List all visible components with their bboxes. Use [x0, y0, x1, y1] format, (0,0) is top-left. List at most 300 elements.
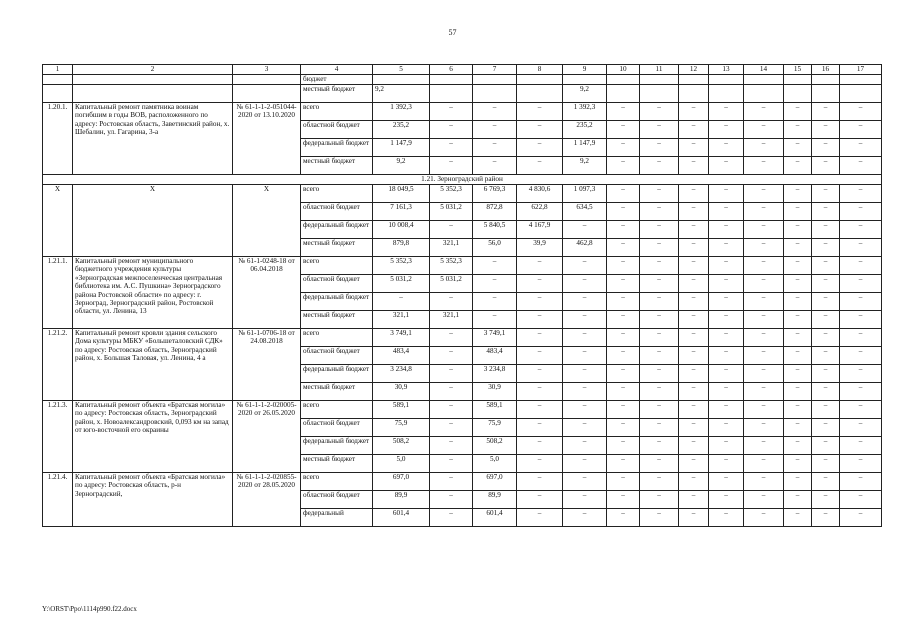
- value-cell: 462,8: [563, 239, 607, 257]
- value-cell: –: [784, 293, 812, 311]
- value-cell: –: [784, 419, 812, 437]
- value-cell: –: [640, 383, 679, 401]
- table-row: [43, 329, 882, 347]
- value-cell: –: [840, 437, 882, 455]
- value-cell: –: [607, 473, 640, 491]
- table-row: [43, 103, 882, 121]
- funding-source: всего: [301, 401, 373, 419]
- funding-source: местный бюджет: [301, 455, 373, 473]
- value-cell: –: [679, 275, 709, 293]
- value-cell: –: [744, 221, 784, 239]
- value-cell: –: [812, 401, 840, 419]
- value-cell: 697,0: [373, 473, 430, 491]
- value-cell: –: [640, 329, 679, 347]
- value-cell: –: [784, 221, 812, 239]
- value-cell: –: [517, 419, 563, 437]
- value-cell: –: [709, 293, 744, 311]
- value-cell: –: [744, 491, 784, 509]
- value-cell: –: [840, 347, 882, 365]
- value-cell: –: [744, 365, 784, 383]
- column-header: 13: [709, 65, 744, 75]
- value-cell: 5 031,2: [373, 275, 430, 293]
- footer-file-path: Y:\ORST\Ppo\1114p990.f22.docx: [42, 605, 137, 613]
- value-cell: –: [563, 221, 607, 239]
- value-cell: –: [840, 275, 882, 293]
- value-cell: 39,9: [517, 239, 563, 257]
- value-cell: –: [517, 383, 563, 401]
- value-cell: –: [840, 121, 882, 139]
- value-cell: –: [430, 437, 473, 455]
- value-cell: –: [607, 509, 640, 527]
- object-name: Капитальный ремонт кровли здания сельского Дома культуры МБКУ «Большеталовский СДК» по адресу: Ростовская область, Зерноградский район, х. Большая Таловая, ул. Ленина, 4 а: [73, 329, 233, 401]
- value-cell: –: [607, 293, 640, 311]
- value-cell: 1 147,9: [563, 139, 607, 157]
- value-cell: –: [840, 221, 882, 239]
- value-cell: –: [607, 455, 640, 473]
- value-cell: –: [563, 329, 607, 347]
- value-cell: –: [812, 329, 840, 347]
- value-cell: –: [640, 419, 679, 437]
- value-cell: –: [517, 139, 563, 157]
- table-row: [43, 75, 882, 85]
- funding-source: бюджет: [301, 75, 373, 85]
- expertise-doc: № 61-1-1-2-051044-2020 от 13.10.2020: [233, 103, 301, 175]
- value-cell: –: [430, 103, 473, 121]
- value-cell: –: [517, 365, 563, 383]
- value-cell: –: [607, 401, 640, 419]
- table-row: [43, 257, 882, 275]
- value-cell: [840, 85, 882, 103]
- value-cell: –: [563, 347, 607, 365]
- value-cell: 3 234,8: [373, 365, 430, 383]
- value-cell: –: [744, 383, 784, 401]
- value-cell: –: [607, 365, 640, 383]
- value-cell: –: [709, 221, 744, 239]
- value-cell: 1 147,9: [373, 139, 430, 157]
- funding-source: областной бюджет: [301, 121, 373, 139]
- value-cell: –: [812, 311, 840, 329]
- value-cell: –: [563, 509, 607, 527]
- column-header: 1: [43, 65, 73, 75]
- value-cell: –: [709, 257, 744, 275]
- value-cell: 6 769,3: [473, 185, 517, 203]
- value-cell: 1 097,3: [563, 185, 607, 203]
- value-cell: [640, 85, 679, 103]
- value-cell: 75,9: [473, 419, 517, 437]
- column-header: 5: [373, 65, 430, 75]
- value-cell: –: [679, 311, 709, 329]
- expertise-doc: № 61-1-0706-18 от 24.08.2018: [233, 329, 301, 401]
- value-cell: 622,8: [517, 203, 563, 221]
- value-cell: –: [812, 185, 840, 203]
- value-cell: –: [709, 365, 744, 383]
- value-cell: –: [640, 121, 679, 139]
- value-cell: –: [517, 491, 563, 509]
- value-cell: –: [709, 473, 744, 491]
- row-number: 1.21.3.: [43, 401, 73, 473]
- value-cell: –: [640, 203, 679, 221]
- value-cell: –: [840, 401, 882, 419]
- summary-marker: X: [43, 185, 73, 257]
- value-cell: [744, 75, 784, 85]
- value-cell: –: [640, 509, 679, 527]
- funding-source: областной бюджет: [301, 275, 373, 293]
- value-cell: –: [709, 311, 744, 329]
- value-cell: –: [812, 103, 840, 121]
- value-cell: –: [784, 139, 812, 157]
- funding-source: всего: [301, 329, 373, 347]
- value-cell: –: [744, 293, 784, 311]
- value-cell: 3 749,1: [473, 329, 517, 347]
- value-cell: –: [517, 455, 563, 473]
- value-cell: [430, 85, 473, 103]
- value-cell: 235,2: [563, 121, 607, 139]
- value-cell: 5,0: [473, 455, 517, 473]
- value-cell: –: [709, 121, 744, 139]
- value-cell: –: [812, 365, 840, 383]
- value-cell: –: [473, 103, 517, 121]
- value-cell: [784, 85, 812, 103]
- value-cell: –: [784, 275, 812, 293]
- value-cell: –: [744, 419, 784, 437]
- value-cell: –: [784, 401, 812, 419]
- value-cell: –: [840, 157, 882, 175]
- value-cell: –: [840, 329, 882, 347]
- value-cell: –: [430, 509, 473, 527]
- value-cell: –: [744, 157, 784, 175]
- value-cell: –: [640, 365, 679, 383]
- column-header: 4: [301, 65, 373, 75]
- funding-source: областной бюджет: [301, 347, 373, 365]
- value-cell: –: [744, 121, 784, 139]
- value-cell: –: [744, 401, 784, 419]
- value-cell: –: [784, 157, 812, 175]
- value-cell: –: [709, 239, 744, 257]
- value-cell: –: [517, 401, 563, 419]
- cell-empty: [73, 75, 233, 85]
- value-cell: –: [430, 221, 473, 239]
- value-cell: –: [430, 365, 473, 383]
- value-cell: 872,8: [473, 203, 517, 221]
- value-cell: –: [812, 221, 840, 239]
- value-cell: 89,9: [373, 491, 430, 509]
- cell-empty: [43, 75, 73, 85]
- value-cell: –: [840, 473, 882, 491]
- expertise-doc: № 61-1-0248-18 от 06.04.2018: [233, 257, 301, 329]
- value-cell: [812, 75, 840, 85]
- funding-source: местный бюджет: [301, 311, 373, 329]
- value-cell: 9,2: [373, 85, 430, 103]
- value-cell: 5 352,3: [430, 257, 473, 275]
- value-cell: –: [430, 293, 473, 311]
- value-cell: 9,2: [563, 85, 607, 103]
- value-cell: –: [679, 401, 709, 419]
- value-cell: –: [430, 491, 473, 509]
- value-cell: –: [607, 121, 640, 139]
- value-cell: –: [744, 437, 784, 455]
- funding-source: местный бюджет: [301, 383, 373, 401]
- funding-source: всего: [301, 103, 373, 121]
- value-cell: –: [607, 239, 640, 257]
- value-cell: 4 830,6: [517, 185, 563, 203]
- value-cell: –: [640, 401, 679, 419]
- funding-source: федеральный бюджет: [301, 221, 373, 239]
- value-cell: –: [784, 383, 812, 401]
- value-cell: [373, 75, 430, 85]
- value-cell: –: [517, 293, 563, 311]
- value-cell: 589,1: [473, 401, 517, 419]
- value-cell: –: [709, 437, 744, 455]
- value-cell: –: [709, 329, 744, 347]
- value-cell: –: [784, 473, 812, 491]
- value-cell: –: [784, 509, 812, 527]
- value-cell: –: [784, 121, 812, 139]
- value-cell: –: [517, 473, 563, 491]
- value-cell: –: [709, 157, 744, 175]
- value-cell: –: [607, 347, 640, 365]
- value-cell: –: [784, 365, 812, 383]
- value-cell: –: [840, 509, 882, 527]
- value-cell: –: [744, 257, 784, 275]
- value-cell: –: [563, 401, 607, 419]
- value-cell: –: [607, 329, 640, 347]
- column-header: 14: [744, 65, 784, 75]
- object-name: Капитальный ремонт муниципального бюджетного учреждения культуры «Зерноградская межпоселенческая центральная библиотека им. А.С. Пушкина» Зерноградского района Ростовской области» по адресу: г. Зерноград, Зерноградский район, Ростовской области, ул. Ленина, 13: [73, 257, 233, 329]
- value-cell: 9,2: [563, 157, 607, 175]
- value-cell: –: [517, 509, 563, 527]
- value-cell: –: [784, 239, 812, 257]
- value-cell: –: [640, 239, 679, 257]
- value-cell: –: [607, 383, 640, 401]
- row-number: 1.20.1.: [43, 103, 73, 175]
- value-cell: 5 352,3: [373, 257, 430, 275]
- value-cell: [517, 85, 563, 103]
- value-cell: –: [640, 455, 679, 473]
- value-cell: [709, 85, 744, 103]
- value-cell: –: [563, 311, 607, 329]
- value-cell: –: [812, 383, 840, 401]
- value-cell: –: [563, 275, 607, 293]
- value-cell: [679, 75, 709, 85]
- value-cell: –: [812, 203, 840, 221]
- value-cell: –: [373, 293, 430, 311]
- column-header: 6: [430, 65, 473, 75]
- value-cell: –: [840, 455, 882, 473]
- cell-empty: [233, 85, 301, 103]
- value-cell: 75,9: [373, 419, 430, 437]
- value-cell: –: [679, 139, 709, 157]
- value-cell: 1 392,3: [373, 103, 430, 121]
- value-cell: [517, 75, 563, 85]
- value-cell: 589,1: [373, 401, 430, 419]
- value-cell: –: [840, 365, 882, 383]
- value-cell: –: [744, 509, 784, 527]
- value-cell: –: [563, 419, 607, 437]
- value-cell: –: [709, 203, 744, 221]
- value-cell: –: [679, 365, 709, 383]
- value-cell: –: [517, 103, 563, 121]
- value-cell: –: [679, 157, 709, 175]
- value-cell: –: [812, 473, 840, 491]
- value-cell: –: [679, 121, 709, 139]
- column-header: 11: [640, 65, 679, 75]
- value-cell: –: [840, 103, 882, 121]
- value-cell: –: [607, 419, 640, 437]
- value-cell: 5 840,5: [473, 221, 517, 239]
- value-cell: –: [640, 103, 679, 121]
- funding-source: федеральный бюджет: [301, 293, 373, 311]
- value-cell: –: [744, 203, 784, 221]
- value-cell: –: [640, 185, 679, 203]
- value-cell: –: [840, 383, 882, 401]
- column-header: 15: [784, 65, 812, 75]
- value-cell: [563, 75, 607, 85]
- value-cell: –: [473, 121, 517, 139]
- value-cell: –: [709, 103, 744, 121]
- value-cell: –: [840, 311, 882, 329]
- value-cell: –: [563, 383, 607, 401]
- value-cell: –: [430, 121, 473, 139]
- column-header: 2: [73, 65, 233, 75]
- value-cell: –: [744, 275, 784, 293]
- value-cell: –: [784, 103, 812, 121]
- value-cell: –: [679, 203, 709, 221]
- value-cell: [473, 85, 517, 103]
- value-cell: –: [517, 157, 563, 175]
- summary-marker: X: [233, 185, 301, 257]
- value-cell: –: [607, 491, 640, 509]
- value-cell: –: [679, 257, 709, 275]
- value-cell: [607, 85, 640, 103]
- column-header: 7: [473, 65, 517, 75]
- value-cell: –: [607, 139, 640, 157]
- value-cell: 30,9: [373, 383, 430, 401]
- value-cell: 30,9: [473, 383, 517, 401]
- value-cell: –: [679, 185, 709, 203]
- value-cell: –: [812, 437, 840, 455]
- value-cell: –: [430, 157, 473, 175]
- value-cell: 321,1: [373, 311, 430, 329]
- value-cell: 634,5: [563, 203, 607, 221]
- funding-source: федеральный бюджет: [301, 437, 373, 455]
- column-header: 10: [607, 65, 640, 75]
- value-cell: 508,2: [373, 437, 430, 455]
- value-cell: 56,0: [473, 239, 517, 257]
- value-cell: –: [840, 257, 882, 275]
- funding-source: областной бюджет: [301, 491, 373, 509]
- value-cell: 483,4: [473, 347, 517, 365]
- value-cell: –: [517, 347, 563, 365]
- value-cell: [607, 75, 640, 85]
- section-row: [43, 175, 882, 185]
- budget-table: [42, 64, 882, 527]
- value-cell: –: [812, 509, 840, 527]
- funding-source: местный бюджет: [301, 85, 373, 103]
- value-cell: –: [679, 437, 709, 455]
- value-cell: 89,9: [473, 491, 517, 509]
- value-cell: –: [473, 311, 517, 329]
- value-cell: 483,4: [373, 347, 430, 365]
- funding-source: всего: [301, 185, 373, 203]
- value-cell: 3 234,8: [473, 365, 517, 383]
- value-cell: 879,8: [373, 239, 430, 257]
- value-cell: –: [607, 103, 640, 121]
- value-cell: [473, 75, 517, 85]
- funding-source: всего: [301, 257, 373, 275]
- value-cell: –: [640, 311, 679, 329]
- value-cell: 235,2: [373, 121, 430, 139]
- value-cell: –: [784, 437, 812, 455]
- value-cell: –: [784, 491, 812, 509]
- value-cell: –: [563, 491, 607, 509]
- value-cell: 697,0: [473, 473, 517, 491]
- value-cell: –: [473, 293, 517, 311]
- value-cell: –: [517, 311, 563, 329]
- value-cell: –: [563, 257, 607, 275]
- value-cell: –: [709, 455, 744, 473]
- value-cell: –: [430, 401, 473, 419]
- value-cell: [840, 75, 882, 85]
- value-cell: –: [640, 473, 679, 491]
- funding-source: местный бюджет: [301, 239, 373, 257]
- value-cell: –: [679, 491, 709, 509]
- value-cell: 601,4: [473, 509, 517, 527]
- value-cell: [430, 75, 473, 85]
- header-row: [43, 65, 882, 75]
- row-number: 1.21.4.: [43, 473, 73, 527]
- value-cell: –: [812, 139, 840, 157]
- column-header: 12: [679, 65, 709, 75]
- value-cell: –: [709, 419, 744, 437]
- value-cell: –: [640, 293, 679, 311]
- value-cell: –: [679, 347, 709, 365]
- value-cell: –: [812, 157, 840, 175]
- value-cell: –: [430, 347, 473, 365]
- value-cell: –: [784, 257, 812, 275]
- object-name: Капитальный ремонт объекта «Братская могила» по адресу: Ростовская область, Зерноградский район, х. Новоалександровский, 0,093 км на запад от юго-восточной его окраины: [73, 401, 233, 473]
- value-cell: –: [430, 473, 473, 491]
- value-cell: –: [430, 329, 473, 347]
- value-cell: [812, 85, 840, 103]
- value-cell: –: [679, 221, 709, 239]
- value-cell: –: [744, 347, 784, 365]
- column-header: 8: [517, 65, 563, 75]
- value-cell: –: [709, 347, 744, 365]
- value-cell: –: [473, 139, 517, 157]
- value-cell: 5,0: [373, 455, 430, 473]
- value-cell: –: [709, 383, 744, 401]
- value-cell: –: [812, 257, 840, 275]
- value-cell: –: [473, 257, 517, 275]
- value-cell: –: [744, 329, 784, 347]
- page-number: 57: [448, 28, 457, 37]
- object-name: Капитальный ремонт памятника воинам погибшим в годы ВОВ, расположенного по адресу: Ростовская область, Заветинский район, х. Шебалин, ул. Гагарина, 3-а: [73, 103, 233, 175]
- column-header: 9: [563, 65, 607, 75]
- value-cell: –: [840, 185, 882, 203]
- value-cell: –: [812, 121, 840, 139]
- value-cell: –: [679, 509, 709, 527]
- value-cell: –: [430, 139, 473, 157]
- value-cell: 7 161,3: [373, 203, 430, 221]
- value-cell: –: [812, 293, 840, 311]
- column-header: 17: [840, 65, 882, 75]
- value-cell: –: [812, 419, 840, 437]
- funding-source: областной бюджет: [301, 419, 373, 437]
- value-cell: –: [709, 509, 744, 527]
- value-cell: –: [812, 455, 840, 473]
- value-cell: –: [840, 139, 882, 157]
- value-cell: –: [744, 311, 784, 329]
